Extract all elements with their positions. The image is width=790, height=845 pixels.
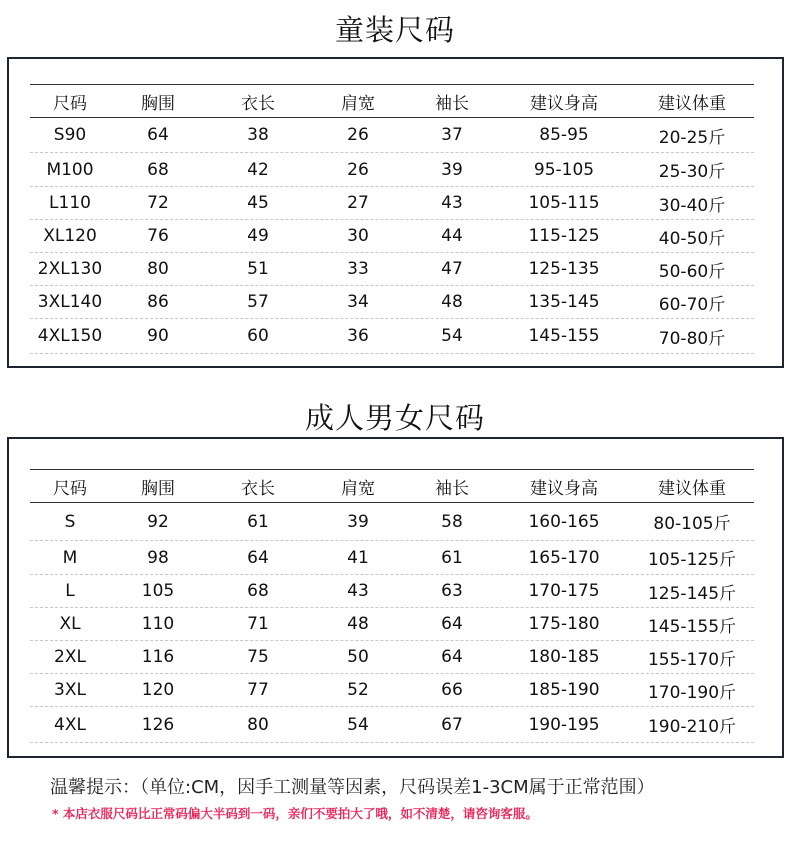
cell-chest: 76 xyxy=(147,226,169,246)
cell-sleeve: 66 xyxy=(441,680,463,700)
cell-height: 115-125 xyxy=(528,226,600,246)
cell-chest: 98 xyxy=(147,547,169,568)
header-chest: 胸围 xyxy=(141,93,175,114)
cell-shoulder: 26 xyxy=(347,159,369,180)
cell-weight: 70-80斤 xyxy=(658,328,726,349)
cell-length: 75 xyxy=(247,647,269,667)
cell-length: 45 xyxy=(247,193,269,213)
cell-length: 49 xyxy=(247,226,269,246)
table-row xyxy=(30,608,754,641)
header-weight: 建议体重 xyxy=(658,478,726,499)
header-height: 建议身高 xyxy=(530,478,598,499)
cell-sleeve: 48 xyxy=(441,292,463,312)
kids-size-table-frame xyxy=(7,57,784,368)
cell-sleeve: 54 xyxy=(441,326,463,346)
header-shoulder: 肩宽 xyxy=(341,93,375,114)
adult-size-table xyxy=(30,469,754,743)
header-size: 尺码 xyxy=(53,478,87,499)
cell-weight: 105-125斤 xyxy=(647,550,737,570)
cell-height: 95-105 xyxy=(533,159,595,180)
cell-shoulder: 27 xyxy=(347,193,369,213)
table-row xyxy=(30,319,754,354)
cell-shoulder: 48 xyxy=(347,614,369,634)
cell-size: S xyxy=(64,511,76,532)
cell-height: 165-170 xyxy=(528,547,600,568)
cell-shoulder: 39 xyxy=(347,511,369,532)
cell-weight: 155-170斤 xyxy=(647,649,737,670)
cell-sleeve: 58 xyxy=(441,511,463,532)
cell-size: 2XL130 xyxy=(37,259,103,279)
header-length: 衣长 xyxy=(241,478,275,499)
adult-table-header xyxy=(30,469,754,503)
header-sleeve: 袖长 xyxy=(435,93,469,114)
cell-sleeve: 39 xyxy=(441,159,463,180)
cell-sleeve: 61 xyxy=(441,547,463,568)
header-shoulder: 肩宽 xyxy=(341,478,375,499)
cell-height: 190-195 xyxy=(528,714,600,735)
cell-size: L xyxy=(65,581,75,601)
header-sleeve: 袖长 xyxy=(435,478,469,499)
cell-chest: 120 xyxy=(141,680,175,700)
cell-weight: 40-50斤 xyxy=(658,228,726,249)
header-height: 建议身高 xyxy=(530,93,598,114)
kids-size-title: 童装尺码 xyxy=(334,13,455,47)
table-row xyxy=(30,575,754,608)
cell-height: 180-185 xyxy=(528,647,600,667)
table-row xyxy=(30,503,754,541)
cell-weight: 170-190斤 xyxy=(647,682,737,703)
header-chest: 胸围 xyxy=(141,478,175,499)
cell-size: M100 xyxy=(46,159,94,180)
cell-chest: 116 xyxy=(141,647,175,667)
header-weight: 建议体重 xyxy=(658,93,726,114)
cell-size: XL120 xyxy=(43,226,97,246)
cell-chest: 126 xyxy=(141,714,175,735)
cell-weight: 60-70斤 xyxy=(658,294,726,315)
cell-length: 57 xyxy=(247,292,269,312)
header-size: 尺码 xyxy=(53,93,87,114)
cell-chest: 68 xyxy=(147,159,169,180)
cell-chest: 105 xyxy=(141,581,175,601)
cell-height: 125-135 xyxy=(528,259,600,279)
cell-shoulder: 34 xyxy=(347,292,369,312)
cell-shoulder: 30 xyxy=(347,226,369,246)
cell-length: 77 xyxy=(247,680,269,700)
cell-size: S90 xyxy=(53,125,87,145)
cell-weight: 30-40斤 xyxy=(658,195,726,216)
cell-sleeve: 47 xyxy=(441,259,463,279)
adult-size-table-frame xyxy=(7,437,784,758)
cell-size: 4XL xyxy=(54,714,86,735)
table-row xyxy=(30,674,754,707)
cell-length: 42 xyxy=(247,159,269,180)
cell-sleeve: 64 xyxy=(441,614,463,634)
cell-length: 38 xyxy=(247,125,269,145)
cell-size: 3XL xyxy=(54,680,86,700)
cell-length: 60 xyxy=(247,326,269,346)
cell-length: 71 xyxy=(247,614,269,634)
header-length: 衣长 xyxy=(241,93,275,114)
cell-size: M xyxy=(62,547,78,568)
cell-length: 51 xyxy=(247,259,269,279)
cell-shoulder: 41 xyxy=(347,547,369,568)
cell-length: 68 xyxy=(247,581,269,601)
cell-height: 85-95 xyxy=(539,125,589,145)
cell-height: 175-180 xyxy=(528,614,600,634)
cell-height: 145-155 xyxy=(528,326,600,346)
table-row xyxy=(30,707,754,743)
cell-shoulder: 54 xyxy=(347,714,369,735)
cell-height: 105-115 xyxy=(528,193,600,213)
cell-length: 64 xyxy=(247,547,269,568)
kids-table-header xyxy=(30,84,754,118)
cell-height: 135-145 xyxy=(528,292,600,312)
cell-shoulder: 36 xyxy=(347,326,369,346)
table-row xyxy=(30,153,754,187)
kids-size-table xyxy=(30,84,754,354)
cell-sleeve: 44 xyxy=(441,226,463,246)
cell-size: 4XL150 xyxy=(37,326,103,346)
cell-size: 3XL140 xyxy=(37,292,103,312)
table-row xyxy=(30,187,754,220)
cell-size: L110 xyxy=(49,193,91,213)
cell-chest: 64 xyxy=(147,125,169,145)
table-row xyxy=(30,641,754,674)
table-row xyxy=(30,253,754,286)
cell-weight: 20-25斤 xyxy=(658,127,726,148)
cell-sleeve: 37 xyxy=(441,125,463,145)
adult-size-title: 成人男女尺码 xyxy=(304,401,485,435)
cell-length: 80 xyxy=(247,714,269,735)
cell-weight: 125-145斤 xyxy=(647,583,737,604)
table-row xyxy=(30,541,754,575)
cell-weight: 25-30斤 xyxy=(658,162,726,182)
cell-length: 61 xyxy=(247,511,269,532)
cell-shoulder: 50 xyxy=(347,647,369,667)
cell-size: XL xyxy=(59,614,81,634)
measurement-tip: 温馨提示：（单位:CM，因手工测量等因素，尺码误差1-3CM属于正常范围） xyxy=(50,777,655,798)
cell-shoulder: 33 xyxy=(347,259,369,279)
cell-sleeve: 67 xyxy=(441,714,463,735)
cell-weight: 145-155斤 xyxy=(647,616,737,637)
cell-chest: 72 xyxy=(147,193,169,213)
cell-chest: 86 xyxy=(147,292,169,312)
sizing-warning: * 本店衣服尺码比正常码偏大半码到一码，亲们不要拍大了哦，如不清楚，请咨询客服。 xyxy=(52,806,538,821)
cell-size: 2XL xyxy=(54,647,86,667)
cell-weight: 50-60斤 xyxy=(658,261,726,282)
cell-weight: 80-105斤 xyxy=(653,514,731,534)
table-row xyxy=(30,220,754,253)
cell-sleeve: 64 xyxy=(441,647,463,667)
cell-chest: 92 xyxy=(147,511,169,532)
cell-height: 160-165 xyxy=(528,511,600,532)
table-row xyxy=(30,118,754,153)
cell-shoulder: 26 xyxy=(347,125,369,145)
cell-height: 185-190 xyxy=(528,680,600,700)
cell-sleeve: 43 xyxy=(441,193,463,213)
cell-sleeve: 63 xyxy=(441,581,463,601)
cell-shoulder: 52 xyxy=(347,680,369,700)
cell-chest: 80 xyxy=(147,259,169,279)
cell-height: 170-175 xyxy=(528,581,600,601)
table-row xyxy=(30,286,754,319)
cell-weight: 190-210斤 xyxy=(647,717,737,737)
cell-chest: 90 xyxy=(147,326,169,346)
cell-shoulder: 43 xyxy=(347,581,369,601)
cell-chest: 110 xyxy=(141,614,175,634)
